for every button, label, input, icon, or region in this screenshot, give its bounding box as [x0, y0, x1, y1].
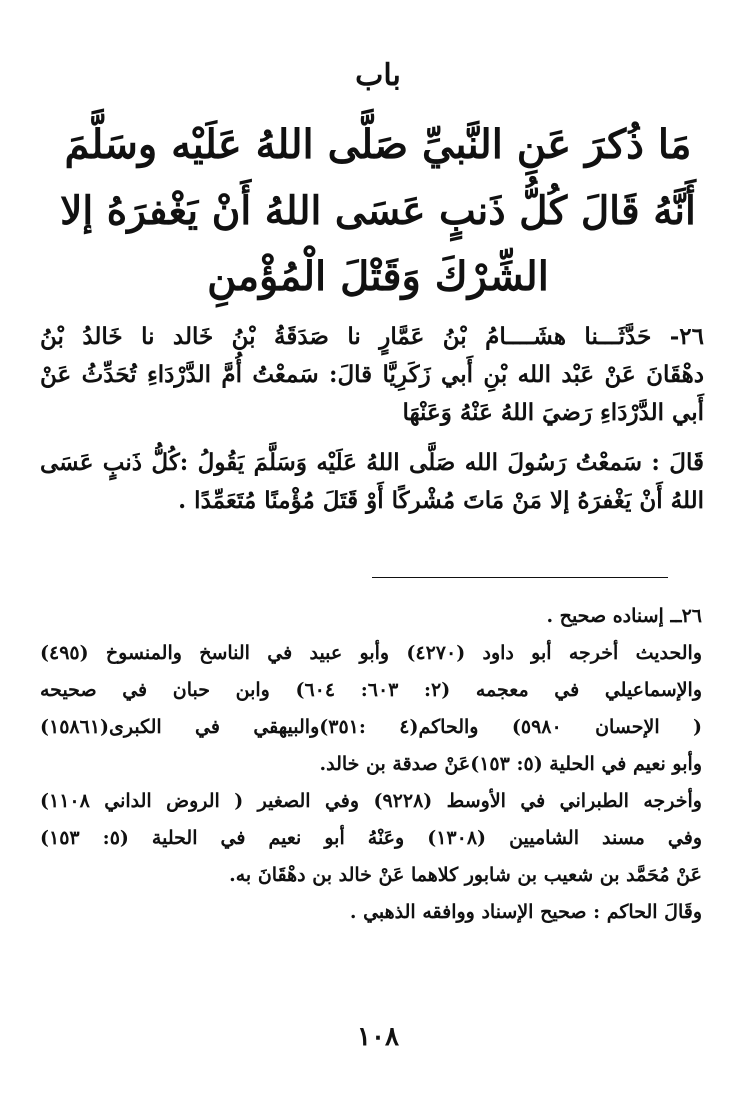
footnote-line: وقَالَ الحاكم : صحيح الإسناد ووافقه الذهبي . — [349, 901, 702, 923]
footnote-line: عَنْ مُحَمَّد بن شعيب بن شابور كلاهما عَنْ خالد بن دهْقَانَ به. — [229, 864, 702, 886]
footnote-line: ( الإحسان ٥٩٨٠) والحاكم(٤ :٣٥١)والبيهقي في الكبرى(١٥٨٦١) — [40, 716, 702, 738]
chapter-label: باب — [355, 58, 401, 93]
chapter-title-line: أَنَّهُ قَالَ كُلُّ ذَنبٍ عَسَى اللهُ أَنْ يَغْفرَهُ إلا — [60, 188, 696, 234]
hadith-line: أَبي الدَّرْدَاءِ رَضيَ اللهُ عَنْهُ وَعَنْهَا — [402, 399, 704, 426]
hadith-line: دهْقَانَ عَنْ عَبْد الله بْنِ أَبي زَكَرِيَّا قالَ: سَمعْتُ أُمَّ الدَّرْدَاءِ تُحَدِّثُ عَنْ — [40, 361, 704, 388]
footnote-line: والحديث أخرجه أبو داود (٤٢٧٠) وأبو عبيد في الناسخ والمنسوخ (٤٩٥) — [40, 642, 703, 664]
footnote-line: ٢٦ــ إسناده صحيح . — [546, 605, 702, 627]
page-number: ١٠٨ — [357, 1022, 399, 1052]
hadith-line: اللهُ أَنْ يَغْفرَهُ إلا مَنْ مَاتَ مُشْركًا أَوْ قَتَلَ مُؤْمنًا مُتَعَمِّدًا . — [178, 487, 704, 514]
hadith-line: قَالَ : سَمعْتُ رَسُولَ الله صَلَّى اللهُ عَلَيْه وَسَلَّمَ يَقُولُ :كُلُّ ذَنبٍ عَسَى — [40, 449, 704, 476]
hadith-line: ٢٦- حَدَّثَـــنا هشَــــامُ بْنُ عَمَّارٍ نا صَدَقَةُ بْنُ خَالد نا خَالدُ بْنُ — [40, 323, 704, 350]
chapter-title — [60, 112, 696, 310]
footnote-line: والإسماعيلي في معجمه (٢: ٦٠٣: ٦٠٤) وابن حبان في صحيحه — [40, 679, 702, 701]
chapter-title-line: مَا ذُكرَ عَنِ النَّبيِّ صَلَّى اللهُ عَلَيْه وسَلَّمَ — [64, 121, 692, 168]
footnote-line: وأخرجه الطبراني في الأوسط (٩٢٢٨) وفي الصغير ( الروض الداني ١١٠٨) — [40, 790, 702, 812]
footnote-line: وفي مسند الشاميين (١٣٠٨) وعَنْهُ أبو نعيم في الحلية (٥: ١٥٣) — [40, 827, 702, 849]
footnotes — [40, 598, 702, 931]
chapter-title-line: الشِّرْكَ وَقَتْلَ الْمُؤْمنِ — [207, 253, 549, 300]
hadith-text — [40, 318, 704, 520]
footnote-divider — [372, 577, 668, 578]
footnote-line: وأبو نعيم في الحلية (٥: ١٥٣)عَنْ صدقة بن خالد. — [319, 753, 702, 775]
